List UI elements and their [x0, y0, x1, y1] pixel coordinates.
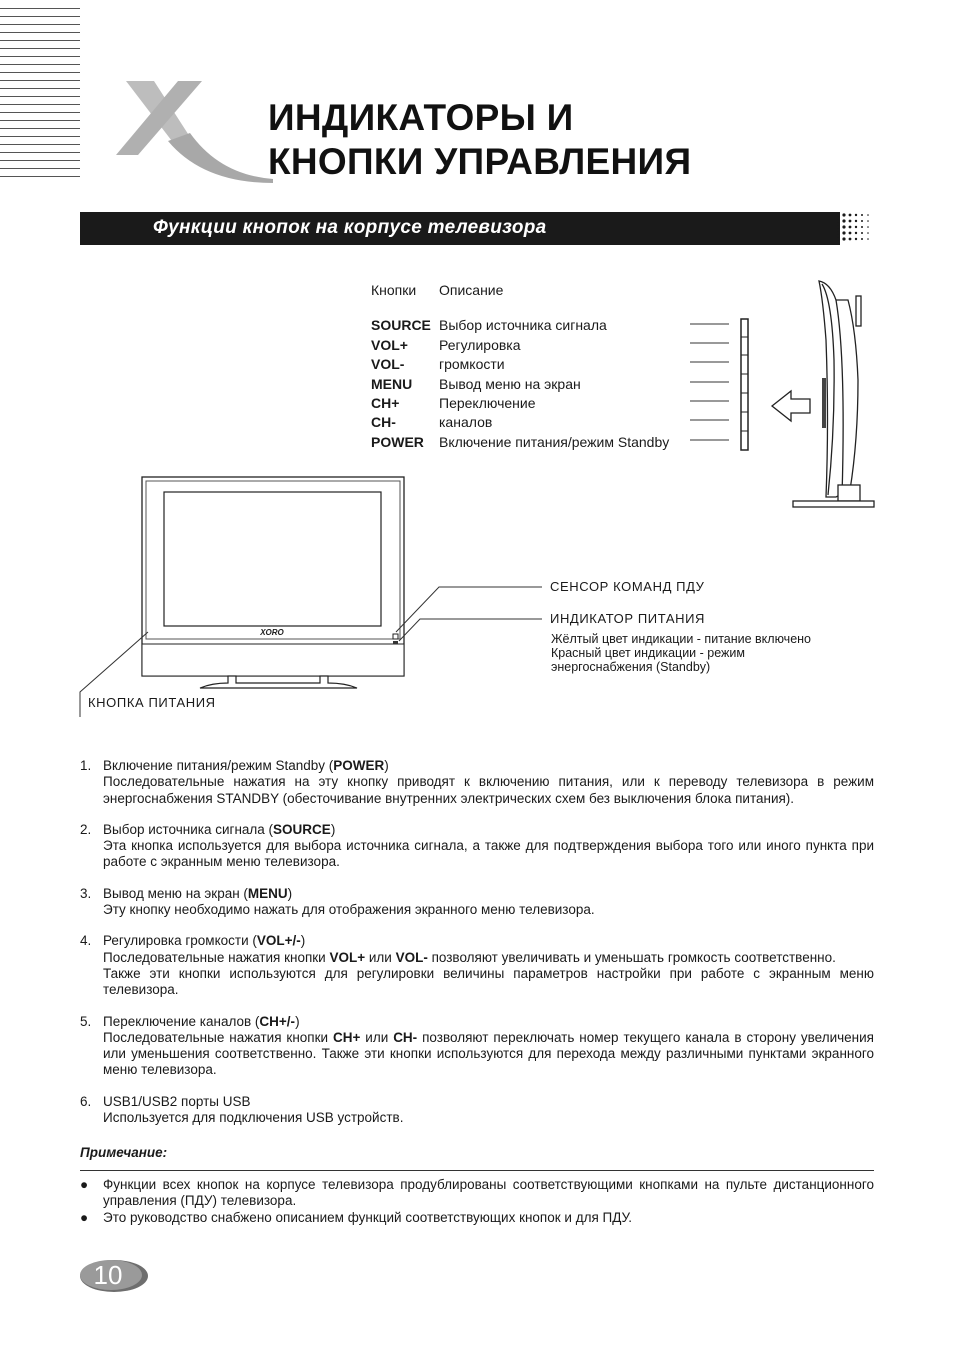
decor-stripes: [0, 8, 80, 183]
item-number: 1.: [80, 758, 92, 773]
item-number: 6.: [80, 1093, 92, 1109]
button-desc: каналов: [439, 414, 493, 431]
note-item: ● Функции всех кнопок на корпусе телевизора продублированы соответствующими кнопками на пульте дистанционного управления (ПДУ) телевизора.: [80, 1177, 874, 1209]
item-body: Последовательные нажатия кнопки VOL+ или VOL- позволяют увеличивать и уменьшать громкость соответственно.: [103, 949, 836, 965]
item-body: Также эти кнопки используются для регулировки величины параметров настройки при работе с экранным меню телевизора.: [103, 965, 874, 998]
button-desc: Выбор источника сигнала: [439, 317, 607, 334]
bullet-icon: ●: [80, 1209, 89, 1225]
item-body: Эта кнопка используется для выбора источника сигнала, а также для подтверждения выбора того или иного пункта при работе с экранным меню телевизора.: [103, 838, 874, 870]
item-number: 2.: [80, 821, 92, 837]
button-name: VOL+: [371, 336, 408, 353]
section-banner-text: Функции кнопок на корпусе телевизора: [153, 217, 547, 238]
section-banner: [80, 212, 840, 245]
item-number: 5.: [80, 1013, 92, 1029]
bullet-icon: ●: [80, 1177, 89, 1192]
side-button-strip: [741, 319, 748, 450]
item-number: 3.: [80, 885, 92, 901]
arrow-left-icon: [772, 391, 810, 421]
indicator-label: ИНДИКАТОР ПИТАНИЯ: [550, 611, 706, 626]
sensor-label: СЕНСОР КОМАНД ПДУ: [550, 579, 705, 594]
function-list: [80, 758, 874, 1141]
button-desc: громкости: [439, 356, 505, 373]
button-name: SOURCE: [371, 317, 431, 334]
header-buttons: Кнопки: [371, 282, 417, 298]
brand-x-logo: [108, 75, 273, 190]
item-body: Эту кнопку необходимо нажать для отображения экранного меню телевизора.: [103, 902, 595, 918]
button-desc: Переключение: [439, 394, 536, 411]
button-name: CH+: [371, 394, 400, 411]
button-name: POWER: [371, 433, 424, 450]
list-item: 2. Выбор источника сигнала (SOURCE) Эта кнопка используется для выбора источника сигнала, а также для подтверждения выбора того или иного пункта при работе с экранным меню телевизора.: [80, 821, 874, 870]
list-item: 5. Переключение каналов (CH+/-) Последовательные нажатия кнопки CH+ или CH- позволяют переключать номер текущего канала в сторону увеличения или уменьшения соответственно. Также эти кнопки используются для перехода между различными пунктами экранного меню телевизора.: [80, 1013, 874, 1078]
indicator-description: Жёлтый цвет индикации - питание включено Красный цвет индикации - режим энергоснабжения (Standby): [551, 632, 811, 674]
page-number-badge: [78, 1256, 150, 1294]
item-number: 4.: [80, 933, 92, 949]
power-button-label: КНОПКА ПИТАНИЯ: [88, 695, 216, 710]
list-item: 6. USB1/USB2 порты USB Используется для подключения USB устройств.: [80, 1094, 874, 1127]
page-title: ИНДИКАТОРЫ И КНОПКИ УПРАВЛЕНИЯ: [268, 97, 692, 182]
note-divider: [80, 1170, 874, 1171]
item-body: Используется для подключения USB устройств.: [103, 1110, 404, 1126]
button-leader-lines: [690, 324, 729, 440]
note-list: [80, 1177, 874, 1226]
page-number: 10: [93, 1260, 123, 1290]
tv-brand-logo: XORO: [260, 628, 284, 637]
button-name: MENU: [371, 375, 413, 392]
button-desc: Включение питания/режим Standby: [439, 433, 670, 450]
list-item: 3. Вывод меню на экран (MENU) Эту кнопку необходимо нажать для отображения экранного меню телевизора.: [80, 886, 874, 919]
list-item: 4. Регулировка громкости (VOL+/-) Последовательные нажатия кнопки VOL+ или VOL- позволяют увеличивать и уменьшать громкость соответственно. Также эти кнопки используются для регулировки величины параметров настройки при работе с экранным меню телевизора.: [80, 933, 874, 998]
button-name: VOL-: [371, 356, 405, 373]
button-name: CH-: [371, 414, 396, 431]
item-body: Последовательные нажатия на эту кнопку приводят к включению питания, или к переводу телевизора в режим энергоснабжения STANDBY (обесточивание внутренних электрических схем без выключения блока питания).: [103, 774, 874, 806]
note-title: Примечание:: [80, 1145, 168, 1160]
item-body: Последовательные нажатия кнопки CH+ или CH- позволяют переключать номер текущего канала в сторону увеличения или уменьшения соответственно. Также эти кнопки используются для перехода между различными пунктами экранного меню телевизора.: [103, 1029, 874, 1078]
tv-side-view: [793, 281, 874, 507]
tv-front-view: [142, 477, 404, 688]
note-item: ● Это руководство снабжено описанием функций соответствующих кнопок и для ПДУ.: [80, 1209, 633, 1225]
button-desc: Регулировка: [439, 336, 521, 353]
banner-dots-decor: [835, 212, 877, 245]
button-desc: Вывод меню на экран: [439, 375, 581, 392]
header-description: Описание: [439, 282, 504, 298]
list-item: 1. Включение питания/режим Standby (POWER) Последовательные нажатия на эту кнопку приводят к включению питания, или к переводу телевизора в режим энергоснабжения STANDBY (обесточивание внутренних электрических схем без выключения блока питания).: [80, 758, 874, 806]
